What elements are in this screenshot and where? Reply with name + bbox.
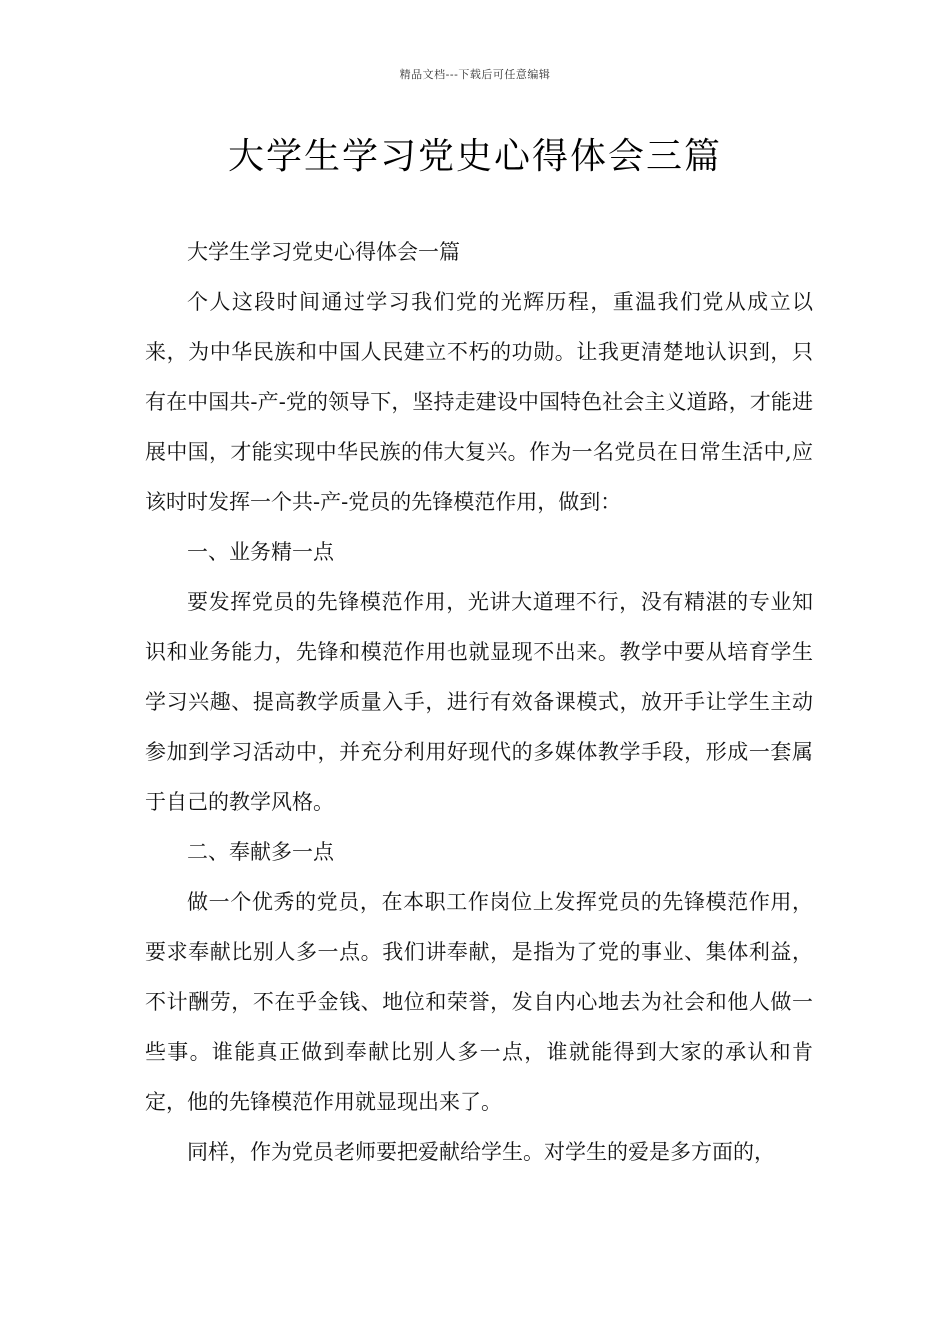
paragraph-intro: 个人这段时间通过学习我们党的光辉历程，重温我们党从成立以来，为中华民族和中国人民建立不朽的功勋。让我更清楚地认识到，只有在中国共-产-党的领导下，坚持走建设中国特色社会主义道路，才能进展中国，才能实现中华民族的伟大复兴。作为一名党员在日常生活中,应该时时发挥一个共-产-党员的先锋模范作用，做到： [145, 290, 813, 514]
header-note: 精品文档---下载后可任意编辑 [399, 68, 551, 81]
heading-business: 一、业务精一点 [187, 540, 334, 564]
document-body [145, 227, 813, 1177]
heading-dedication: 二、奉献多一点 [187, 840, 334, 864]
section-title: 大学生学习党史心得体会一篇 [187, 240, 460, 264]
document-title: 大学生学习党史心得体会三篇 [227, 136, 722, 177]
paragraph-business: 要发挥党员的先锋模范作用，光讲大道理不行，没有精湛的专业知识和业务能力，先锋和模范作用也就显现不出来。教学中要从培育学生学习兴趣、提高教学质量入手，进行有效备课模式，放开手让学生主动参加到学习活动中，并充分利用好现代的多媒体教学手段，形成一套属于自己的教学风格。 [145, 590, 813, 814]
paragraph-dedication: 做一个优秀的党员，在本职工作岗位上发挥党员的先锋模范作用，要求奉献比别人多一点。我们讲奉献，是指为了党的事业、集体利益，不计酬劳，不在乎金钱、地位和荣誉，发自内心地去为社会和他人做一些事。谁能真正做到奉献比别人多一点，谁就能得到大家的承认和肯定，他的先锋模范作用就显现出来了。 [145, 890, 813, 1114]
paragraph-students: 同样，作为党员老师要把爱献给学生。对学生的爱是多方面的， [187, 1140, 775, 1164]
